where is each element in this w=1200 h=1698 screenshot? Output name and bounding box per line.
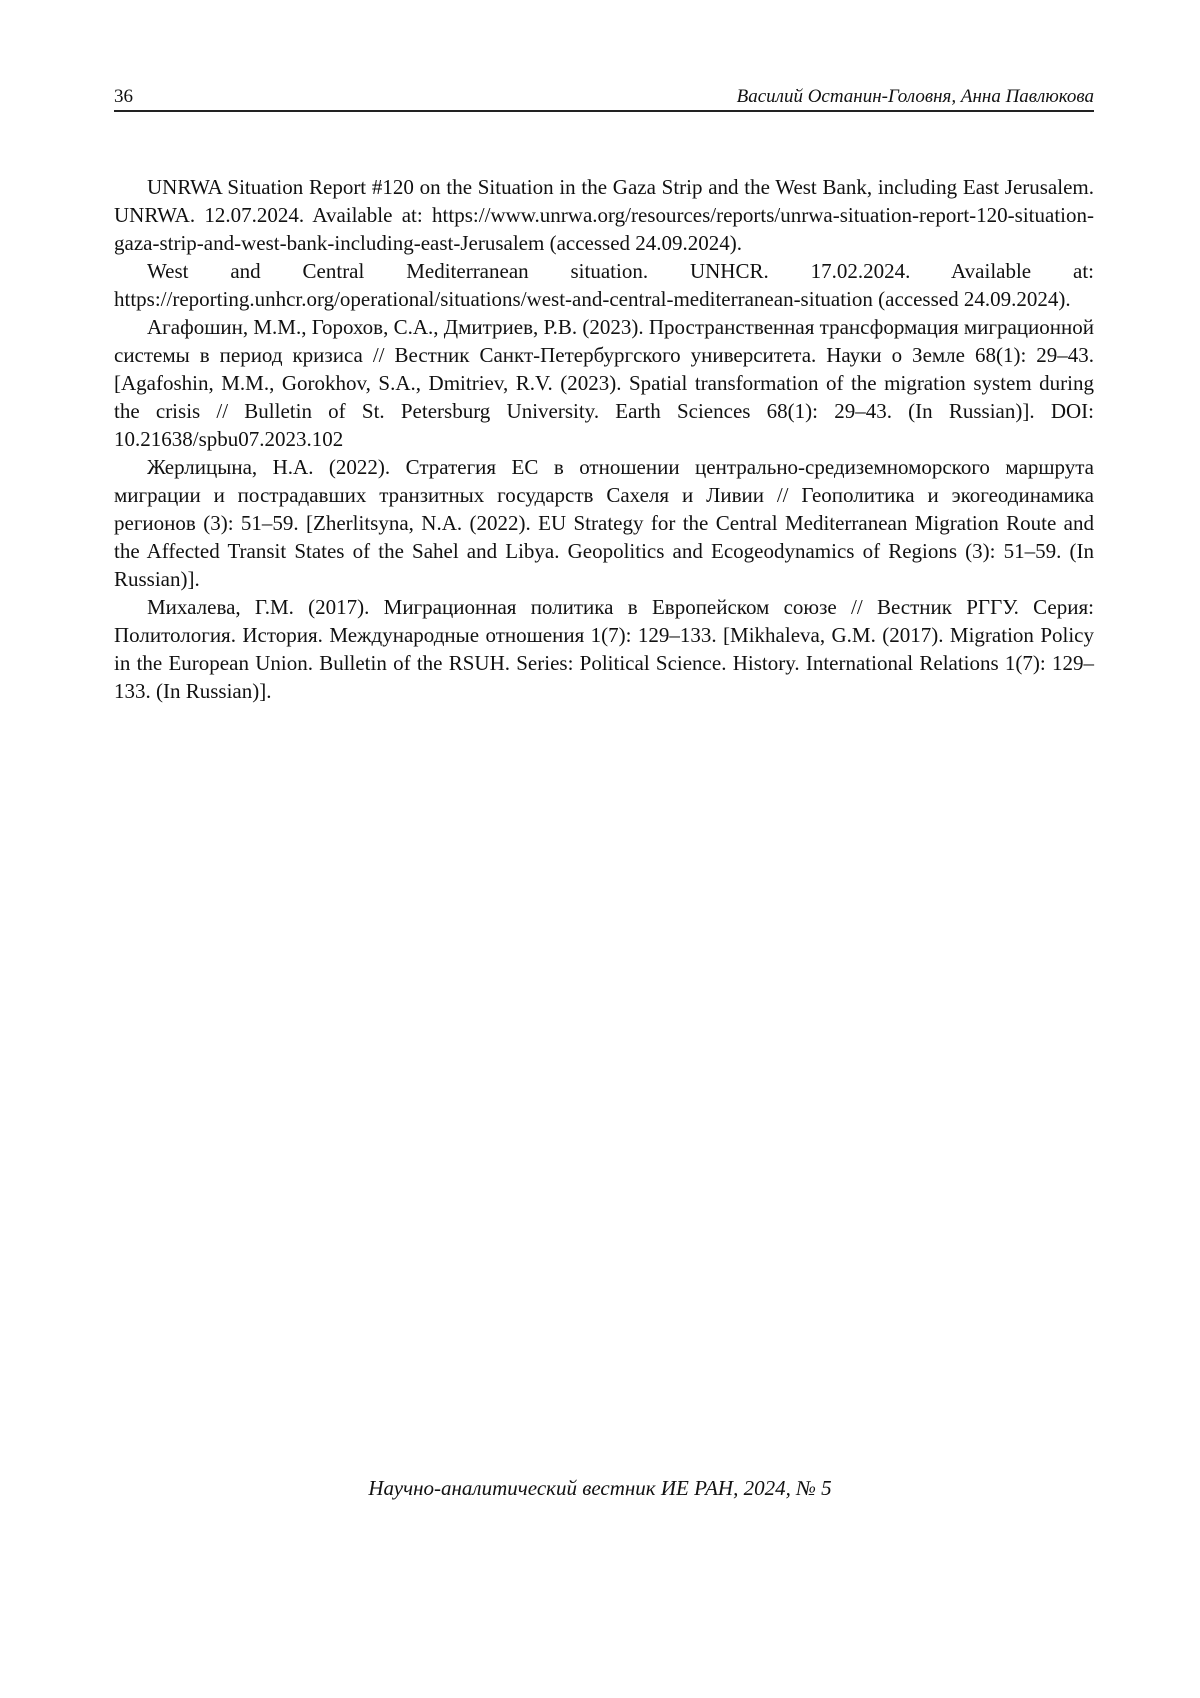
journal-footer: Научно-аналитический вестник ИЕ РАН, 2024, № 5 bbox=[368, 1476, 832, 1500]
reference-entry-zherlitsyna: Жерлицына, Н.А. (2022). Стратегия ЕС в отношении центрально-средиземноморского маршрута миграции и пострадавших транзитных государств Сахеля и Ливии // Геополитика и экогеодинамика регионов (3): 51–59. [Zherlitsyna, N.A. (2022). EU Strategy for the Central Mediterranean Migration Route and the Affected Transit States of the Sahel and Libya. Geopolitics and Ecogeodynamics of Regions (3): 51–59. (In Russian)]. bbox=[114, 455, 1094, 591]
reference-list bbox=[114, 173, 1094, 705]
page-number: 36 bbox=[114, 86, 133, 107]
page-header bbox=[114, 84, 1094, 112]
reference-entry-unrwa: UNRWA Situation Report #120 on the Situation in the Gaza Strip and the West Bank, including East Jerusalem. UNRWA. 12.07.2024. Available at: https://www.unrwa.org/resources/reports/unrwa-situation-report-120-situation-gaza-strip-and-west-bank-including-east-Jerusalem (accessed 24.09.2024). bbox=[114, 175, 1094, 255]
reference-entry-agafoshin: Агафошин, М.М., Горохов, С.А., Дмитриев, Р.В. (2023). Пространственная трансформация миграционной системы в период кризиса // Вестник Санкт-Петербургского университета. Науки о Земле 68(1): 29–43. [Agafoshin, M.M., Gorokhov, S.A., Dmitriev, R.V. (2023). Spatial transformation of the migration system during the crisis // Bulletin of St. Petersburg University. Earth Sciences 68(1): 29–43. (In Russian)]. DOI: 10.21638/spbu07.2023.102 bbox=[114, 315, 1094, 451]
running-head-authors: Василий Останин-Головня, Анна Павлюкова bbox=[736, 86, 1094, 107]
reference-entry-unhcr: West and Central Mediterranean situation. UNHCR. 17.02.2024. Available at: https://reporting.unhcr.org/operational/situations/west-and-central-mediterranean-situation (accessed 24.09.2024). bbox=[114, 259, 1094, 311]
reference-entry-mikhaleva: Михалева, Г.М. (2017). Миграционная политика в Европейском союзе // Вестник РГГУ. Серия: Политология. История. Международные отношения 1(7): 129–133. [Mikhaleva, G.M. (2017). Migration Policy in the European Union. Bulletin of the RSUH. Series: Political Science. History. International Relations 1(7): 129–133. (In Russian)]. bbox=[114, 595, 1094, 703]
